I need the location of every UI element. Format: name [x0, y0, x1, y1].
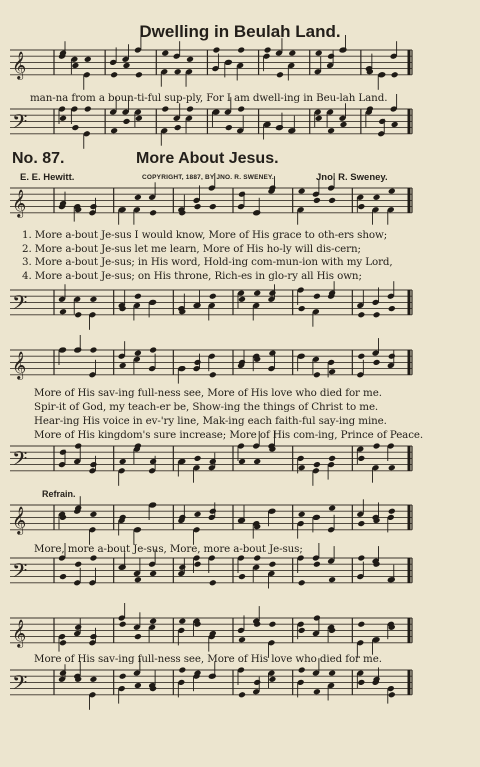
refrain-label: Refrain. — [42, 489, 76, 499]
note-head — [178, 667, 186, 674]
note-head — [373, 311, 381, 318]
note-head — [59, 347, 67, 354]
note-head — [59, 573, 67, 580]
note-head — [89, 555, 97, 562]
note-head — [268, 508, 276, 515]
note-head — [212, 109, 220, 116]
note-head — [59, 639, 67, 646]
note-head — [134, 293, 142, 300]
note-head — [209, 293, 217, 300]
note-head — [89, 203, 97, 210]
copyright-notice: COPYRIGHT, 1887, BY JNO. R. SWENEY. — [142, 174, 274, 181]
clef-icon: 𝄞 — [12, 350, 27, 379]
clef-icon: 𝄞 — [12, 505, 27, 534]
note-head — [328, 505, 336, 512]
note-head — [134, 633, 142, 640]
note-head — [288, 127, 296, 134]
note-head — [135, 115, 143, 122]
note-head — [59, 115, 67, 122]
note-head — [89, 347, 97, 354]
note-head — [238, 191, 246, 198]
note-head — [149, 209, 157, 216]
verse-3-line-2: Hear-ing His voice in ev-'ry line, Mak-ing each faith-ful say-ing mine. — [34, 415, 387, 427]
note-head — [313, 688, 321, 695]
clef-icon: 𝄞 — [12, 188, 27, 217]
note-head — [89, 296, 97, 303]
hymn-title: More About Jesus. — [136, 150, 279, 167]
note-head — [238, 296, 246, 303]
note-head — [313, 293, 321, 300]
note-head — [149, 458, 157, 465]
note-head — [388, 464, 396, 471]
note-head — [59, 449, 67, 456]
note-head — [161, 50, 169, 57]
note-head — [328, 197, 336, 204]
note-head — [194, 511, 202, 518]
note-head — [298, 353, 306, 360]
note-head — [327, 127, 335, 134]
verse-3-line-1: 3. More a-bout Je-sus; in His word, Hold-ing com-mun-ion with my Lord, — [22, 256, 393, 268]
note-head — [268, 290, 276, 297]
note-head — [194, 203, 202, 210]
note-head — [178, 365, 186, 372]
note-head — [373, 636, 381, 643]
note-head — [391, 121, 399, 128]
note-head — [59, 308, 67, 315]
previous-hymn-lyric: man-na from a boun-ti-ful sup-ply, For I am dwell-ing in Beu-lah Land. — [30, 92, 388, 104]
note-head — [123, 62, 131, 69]
note-head — [373, 194, 381, 201]
note-head — [328, 670, 336, 677]
note-head — [373, 443, 381, 450]
note-head — [134, 576, 142, 583]
note-head — [388, 691, 396, 698]
note-head — [388, 508, 396, 515]
note-head — [315, 50, 323, 57]
note-head — [328, 576, 336, 583]
note-head — [298, 667, 306, 674]
note-head — [268, 621, 276, 628]
note-head — [268, 350, 276, 357]
note-head — [388, 353, 396, 360]
note-head — [178, 458, 186, 465]
note-head — [391, 71, 399, 78]
note-head — [298, 579, 306, 586]
note-head — [276, 124, 284, 131]
note-head — [119, 362, 127, 369]
hymn-number: No. 87. — [12, 150, 65, 167]
note-head — [288, 50, 296, 57]
note-head — [84, 56, 92, 63]
note-head — [357, 455, 365, 462]
note-head — [357, 555, 365, 562]
note-head — [119, 621, 127, 628]
note-head — [134, 194, 142, 201]
note-head — [327, 53, 335, 60]
note-head — [253, 555, 261, 562]
hymn-author: E. E. Hewitt. — [20, 172, 75, 183]
note-head — [89, 633, 97, 640]
note-head — [357, 353, 365, 360]
clef-icon: 𝄞 — [12, 618, 27, 647]
note-head — [89, 676, 97, 683]
note-head — [253, 458, 261, 465]
note-head — [84, 106, 92, 113]
hymn-composer: Jno. R. Sweney. — [316, 172, 388, 183]
verse-1-line-2: More of His sav-ing full-ness see, More of His love who died for me. — [34, 387, 382, 399]
note-head — [149, 618, 157, 625]
note-head — [74, 347, 82, 354]
note-head — [149, 299, 157, 306]
refrain-line-1: More, more a-bout Je-sus, More, more a-bout Je-sus; — [34, 543, 303, 555]
note-head — [123, 118, 131, 125]
note-head — [119, 673, 127, 680]
note-head — [110, 127, 118, 134]
previous-hymn-title: Dwelling in Beulah Land. — [139, 22, 341, 41]
refrain-line-2: More of His sav-ing full-ness see, More of His love who died for me. — [34, 653, 382, 665]
note-head — [110, 71, 118, 78]
note-head — [298, 464, 306, 471]
note-head — [313, 197, 321, 204]
verse-2-line-1: 2. More a-bout Je-sus let me learn, More of His ho-ly will dis-cern; — [22, 243, 361, 255]
note-head — [119, 458, 127, 465]
note-head — [313, 461, 321, 468]
verse-1-line-1: 1. More a-bout Je-sus I would know, More of His grace to oth-ers show; — [22, 229, 388, 241]
note-head — [238, 691, 246, 698]
note-head — [238, 517, 246, 524]
note-head — [74, 624, 82, 631]
note-head — [59, 670, 67, 677]
note-head — [119, 206, 127, 213]
note-head — [328, 455, 336, 462]
note-head — [264, 121, 272, 128]
note-head — [268, 561, 276, 568]
note-head — [149, 347, 157, 354]
note-head — [313, 561, 321, 568]
note-head — [71, 124, 79, 131]
note-head — [237, 106, 245, 113]
note-head — [135, 71, 143, 78]
note-head — [194, 359, 202, 366]
note-head — [149, 502, 157, 509]
note-head — [315, 115, 323, 122]
note-head — [209, 371, 217, 378]
note-head — [209, 458, 217, 465]
verse-4-line-1: 4. More a-bout Je-sus; on His throne, Rich-es in glo-ry all His own; — [22, 270, 362, 282]
note-head — [74, 311, 82, 318]
note-head — [388, 305, 396, 312]
note-head — [268, 676, 276, 683]
note-head — [134, 526, 142, 533]
note-head — [237, 47, 245, 54]
note-head — [388, 576, 396, 583]
clef-icon: 𝄞 — [12, 50, 27, 79]
note-head — [357, 621, 365, 628]
note-head — [313, 514, 321, 521]
note-head — [149, 570, 157, 577]
note-head — [357, 679, 365, 686]
note-head — [225, 124, 233, 131]
note-head — [186, 56, 194, 63]
note-head — [178, 564, 186, 571]
verse-2-line-2: Spir-it of God, my teach-er be, Show-ing the things of Christ to me. — [34, 401, 379, 413]
note-head — [134, 350, 142, 357]
note-head — [340, 121, 348, 128]
note-head — [298, 188, 306, 195]
note-head — [328, 368, 336, 375]
note-head — [71, 62, 79, 69]
note-head — [313, 371, 321, 378]
note-head — [74, 561, 82, 568]
note-head — [74, 443, 82, 450]
note-head — [209, 673, 217, 680]
note-head — [209, 579, 217, 586]
note-head — [298, 305, 306, 312]
note-head — [174, 124, 182, 131]
note-head — [298, 627, 306, 634]
clef-icon: 𝄢 — [12, 446, 28, 475]
note-head — [264, 47, 272, 54]
note-head — [178, 618, 186, 625]
clef-icon: 𝄢 — [12, 670, 28, 699]
note-head — [313, 615, 321, 622]
note-head — [89, 511, 97, 518]
note-head — [134, 682, 142, 689]
note-head — [209, 508, 217, 515]
verse-4-line-2: More of His kingdom's sure increase; More of His com-ing, Prince of Peace. — [34, 429, 424, 441]
note-head — [238, 573, 246, 580]
note-head — [194, 561, 202, 568]
note-head — [357, 203, 365, 210]
note-head — [357, 311, 365, 318]
note-head — [253, 209, 261, 216]
note-head — [238, 458, 246, 465]
note-head — [119, 564, 127, 571]
note-head — [194, 302, 202, 309]
note-head — [298, 511, 306, 518]
note-head — [276, 71, 284, 78]
note-head — [357, 520, 365, 527]
note-head — [186, 106, 194, 113]
note-head — [253, 290, 261, 297]
note-head — [194, 455, 202, 462]
note-head — [212, 47, 220, 54]
note-head — [373, 359, 381, 366]
note-head — [209, 203, 217, 210]
note-head — [225, 59, 233, 66]
note-head — [161, 106, 169, 113]
note-head — [89, 461, 97, 468]
clef-icon: 𝄢 — [12, 290, 28, 319]
note-head — [253, 679, 261, 686]
note-head — [388, 188, 396, 195]
clef-icon: 𝄢 — [12, 558, 28, 587]
note-head — [378, 118, 386, 125]
clef-icon: 𝄢 — [12, 109, 28, 138]
note-head — [340, 47, 348, 54]
note-head — [174, 68, 182, 75]
note-head — [378, 71, 386, 78]
note-head — [238, 636, 246, 643]
